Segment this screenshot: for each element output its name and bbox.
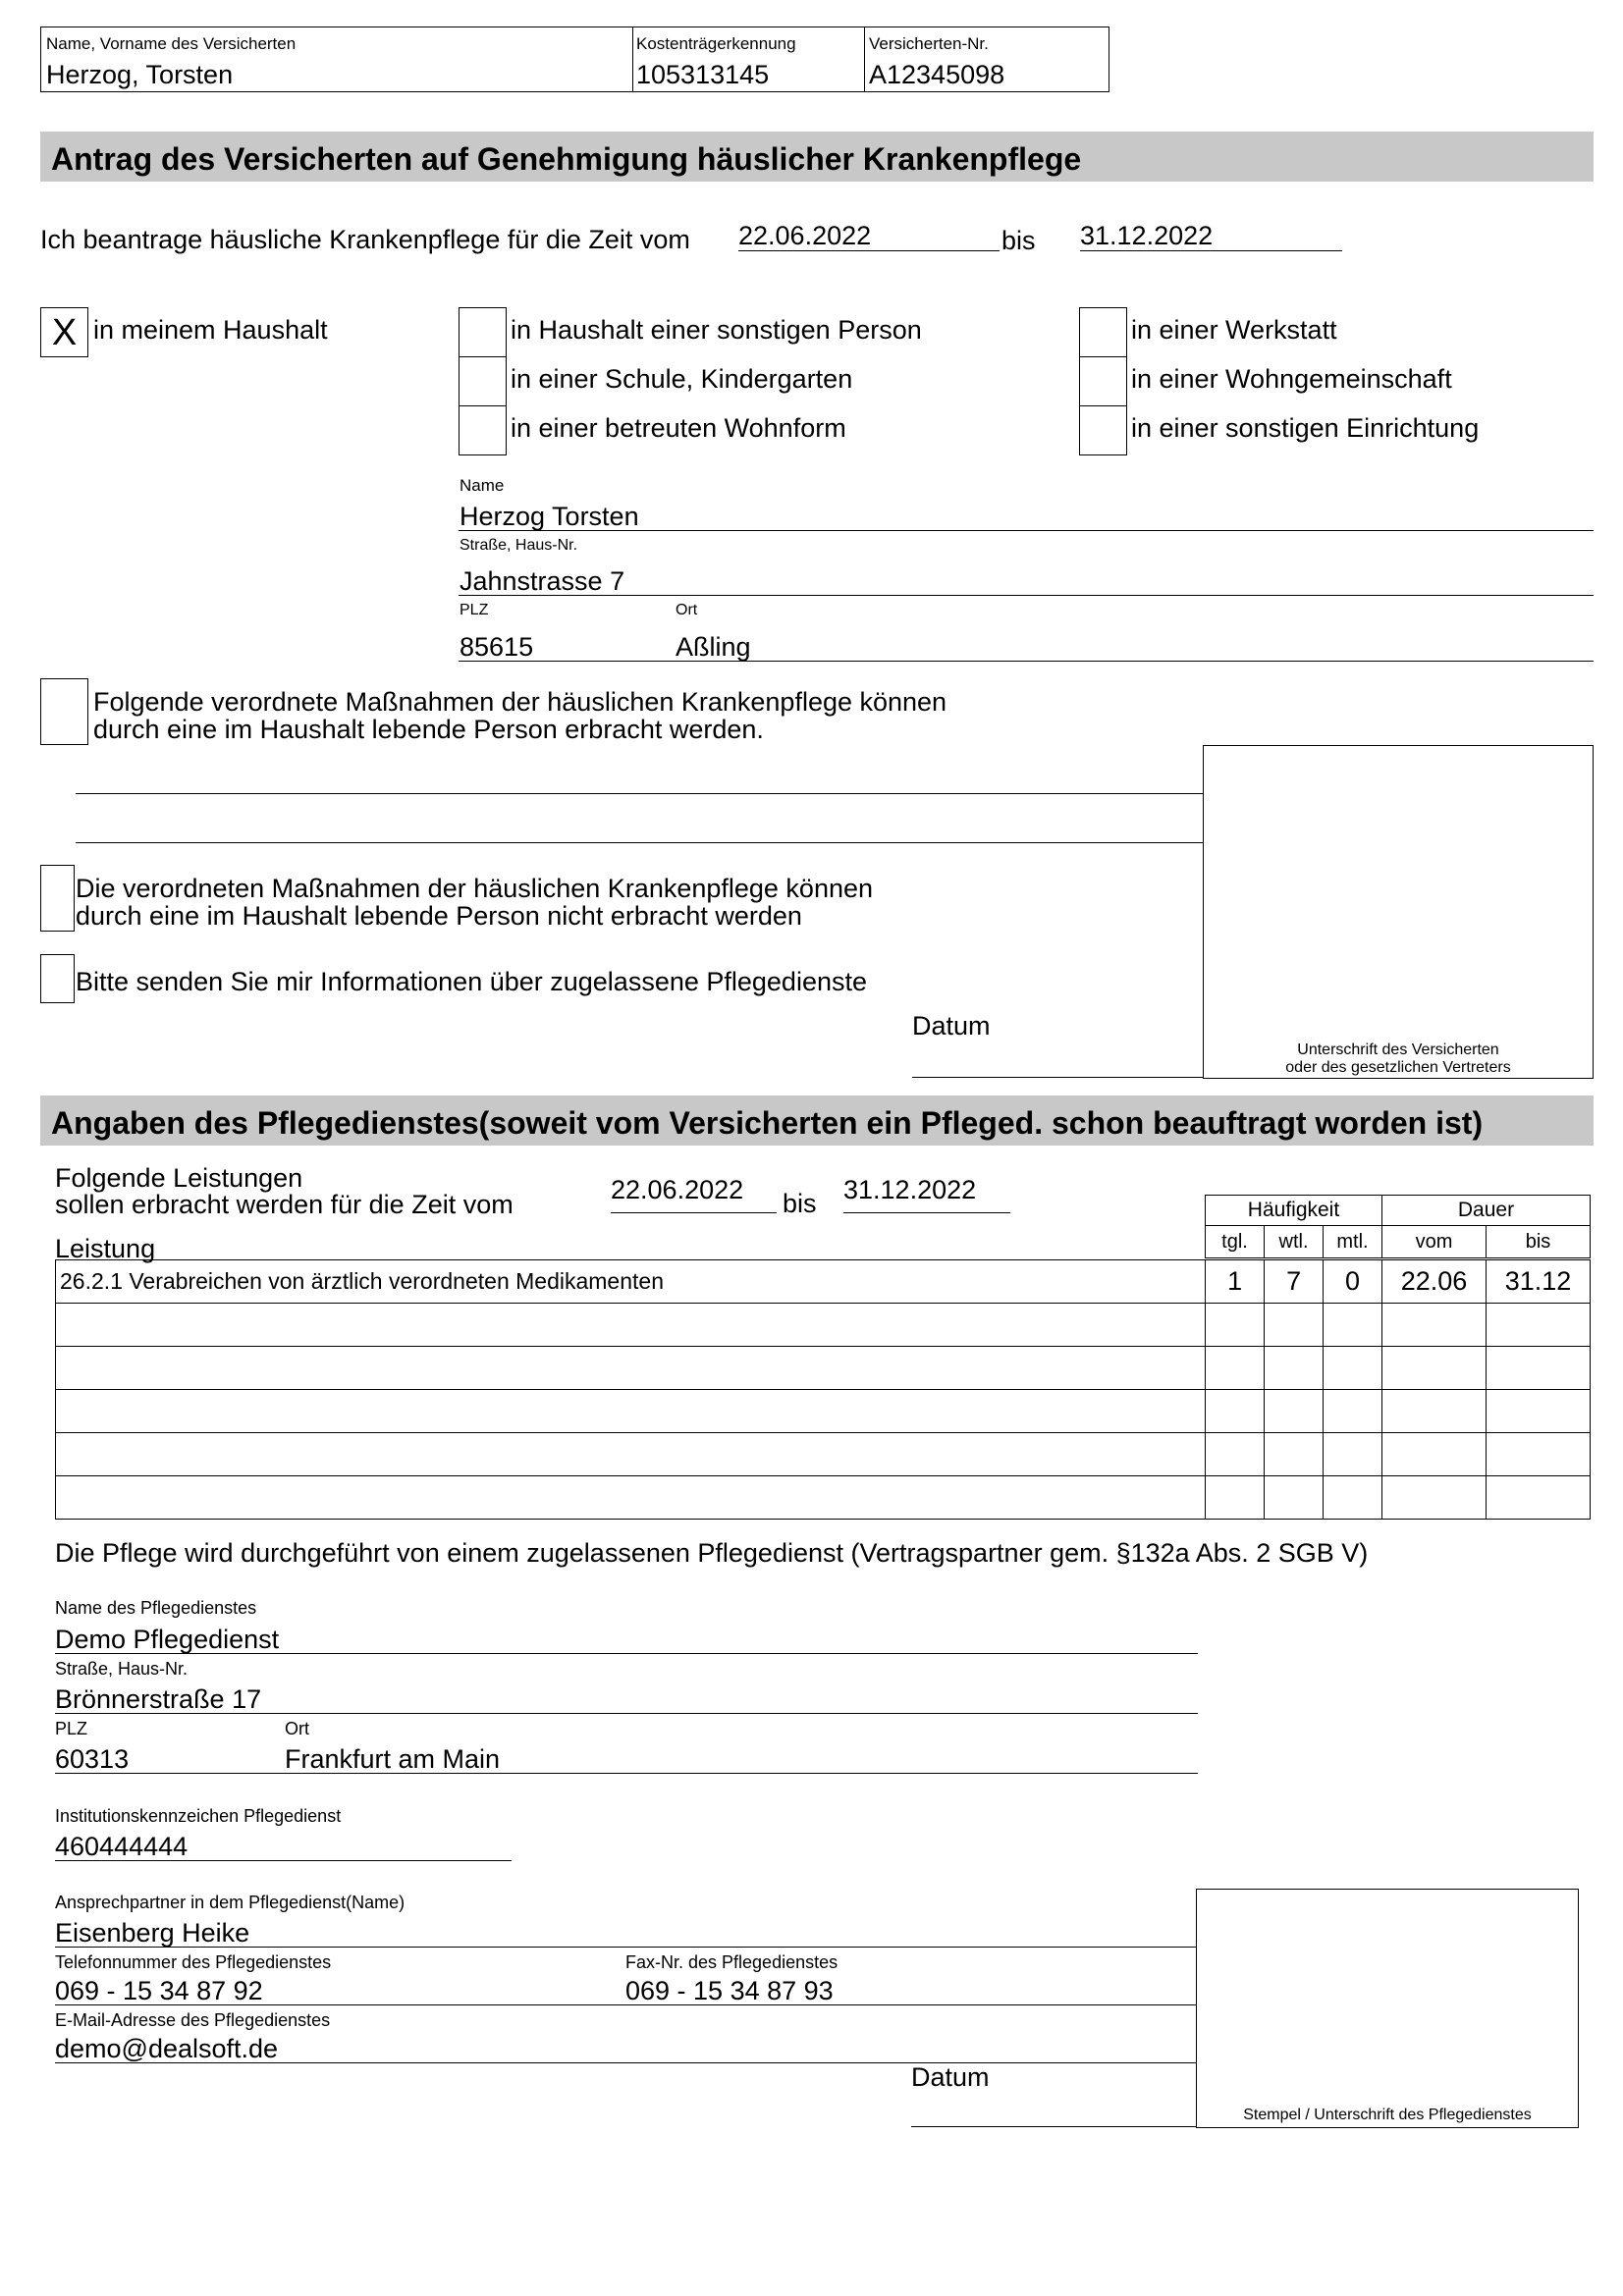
id-divider-2: [864, 27, 865, 92]
table-row: [56, 1433, 1591, 1476]
services-from-line: [611, 1212, 777, 1213]
label-school: in einer Schule, Kindergarten: [511, 364, 853, 394]
service-name-line: [55, 1653, 1198, 1654]
contract-partner-text: Die Pflege wird durchgeführt von einem zugelassenen Pflegedienst (Vertragspartner gem. §132a Abs. 2 SGB V): [55, 1538, 1369, 1568]
cell-vom[interactable]: [1382, 1304, 1487, 1347]
checkbox-measures-by-household[interactable]: [40, 678, 88, 745]
service-plz-line: [55, 1773, 1198, 1774]
service-email-value[interactable]: demo@dealsoft.de: [55, 2034, 279, 2063]
section-title-application: Antrag des Versicherten auf Genehmigung häuslicher Krankenpflege: [51, 141, 1082, 177]
checkbox-school[interactable]: [459, 356, 507, 406]
address-plz-value[interactable]: 85615: [460, 632, 534, 662]
services-text-line1: Folgende Leistungen: [55, 1163, 303, 1193]
service-street-label: Straße, Haus-Nr.: [55, 1659, 189, 1679]
header-duration: Dauer: [1382, 1196, 1591, 1226]
service-street-line: [55, 1713, 1198, 1714]
service-stamp-caption: Stempel / Unterschrift des Pflegedienstes: [1243, 2107, 1532, 2123]
insured-date-line: [912, 1077, 1203, 1078]
cell-vom[interactable]: [1382, 1433, 1487, 1476]
cell-leistung[interactable]: [56, 1476, 1206, 1520]
service-contact-label: Ansprechpartner in dem Pflegedienst(Name): [55, 1893, 406, 1912]
header-bis: bis: [1487, 1226, 1591, 1258]
address-ort-value[interactable]: Aßling: [676, 632, 751, 662]
cell-tgl[interactable]: [1206, 1476, 1265, 1520]
checkbox-assisted-living[interactable]: [459, 405, 507, 455]
cell-bis[interactable]: [1486, 1476, 1590, 1520]
cell-mtl[interactable]: [1324, 1476, 1382, 1520]
service-date-line: [911, 2126, 1196, 2127]
table-header-leistung: Leistung: [55, 1234, 156, 1263]
service-ik-line: [55, 1860, 512, 1861]
insured-signature-caption-1: Unterschrift des Versicherten: [1297, 1041, 1499, 1058]
cell-wtl[interactable]: 7: [1265, 1260, 1324, 1304]
services-table: [55, 1259, 1591, 1520]
request-period-text: Ich beantrage häusliche Krankenpflege für die Zeit vom: [40, 225, 690, 254]
cell-wtl[interactable]: [1265, 1347, 1324, 1390]
insured-date-label: Datum: [912, 1011, 991, 1041]
address-ort-label: Ort: [676, 602, 698, 618]
address-name-line: [459, 530, 1594, 531]
label-assisted-living: in einer betreuten Wohnform: [511, 413, 846, 443]
cell-leistung[interactable]: [56, 1433, 1206, 1476]
service-ort-value[interactable]: Frankfurt am Main: [285, 1744, 501, 1774]
service-ik-label: Institutionskennzeichen Pflegedienst: [55, 1806, 342, 1826]
period-from-line: [738, 250, 1000, 251]
measures-can-line2: durch eine im Haushalt lebende Person erbracht werden.: [93, 715, 764, 744]
service-ik-value[interactable]: 460444444: [55, 1832, 189, 1861]
header-frequency: Häufigkeit: [1206, 1196, 1382, 1226]
table-row: [56, 1476, 1591, 1520]
cost-carrier-label: Kostenträgerkennung: [636, 34, 796, 53]
info-request-label: Bitte senden Sie mir Informationen über zugelassene Pflegedienste: [76, 967, 867, 996]
service-fax-value[interactable]: 069 - 15 34 87 93: [625, 1976, 834, 2005]
table-row: [56, 1304, 1591, 1347]
service-plz-label: PLZ: [55, 1719, 88, 1738]
service-date-label: Datum: [911, 2062, 990, 2092]
insurance-number-label: Versicherten-Nr.: [869, 34, 989, 53]
measures-entry-line-1: [76, 793, 1203, 794]
cell-wtl[interactable]: [1265, 1390, 1324, 1433]
header-tgl: tgl.: [1206, 1226, 1265, 1258]
services-text-line2: sollen erbracht werden für die Zeit vom: [55, 1190, 514, 1219]
period-bis-label: bis: [1001, 226, 1036, 255]
cell-leistung[interactable]: 26.2.1 Verabreichen von ärztlich verordneten Medikamenten: [56, 1260, 1206, 1304]
cell-mtl[interactable]: [1324, 1433, 1382, 1476]
cell-vom[interactable]: 22.06: [1382, 1260, 1487, 1304]
address-street-line: [459, 595, 1594, 596]
cell-leistung[interactable]: [56, 1304, 1206, 1347]
cell-wtl[interactable]: [1265, 1476, 1324, 1520]
cost-carrier-value[interactable]: 105313145: [636, 60, 770, 89]
service-email-line: [55, 2062, 1198, 2063]
label-other-facility: in einer sonstigen Einrichtung: [1131, 413, 1480, 443]
measures-entry-line-2: [76, 842, 1203, 843]
label-shared-flat: in einer Wohngemeinschaft: [1131, 364, 1452, 394]
checkbox-other-facility[interactable]: [1079, 405, 1127, 455]
measures-cannot-line2: durch eine im Haushalt lebende Person nicht erbracht werden: [76, 901, 802, 931]
service-phone-line: [55, 2004, 1198, 2005]
header-vom: vom: [1382, 1226, 1487, 1258]
id-divider-1: [632, 27, 633, 92]
insured-signature-box[interactable]: [1203, 745, 1594, 1079]
service-street-value[interactable]: Brönnerstraße 17: [55, 1684, 262, 1714]
service-contact-line: [55, 1947, 1198, 1948]
service-stamp-box[interactable]: [1196, 1889, 1579, 2128]
checkbox-workshop[interactable]: [1079, 307, 1127, 357]
insured-name-value[interactable]: Herzog, Torsten: [46, 60, 234, 89]
cell-mtl[interactable]: [1324, 1304, 1382, 1347]
label-own-household: in meinem Haushalt: [93, 315, 328, 345]
checkbox-other-person-household[interactable]: [459, 307, 507, 357]
cell-vom[interactable]: [1382, 1347, 1487, 1390]
cell-bis[interactable]: [1486, 1304, 1590, 1347]
period-to-line: [1080, 250, 1342, 251]
table-row: [56, 1260, 1591, 1304]
service-plz-value[interactable]: 60313: [55, 1744, 130, 1774]
service-fax-label: Fax-Nr. des Pflegedienstes: [625, 1952, 839, 1972]
period-from-value[interactable]: 22.06.2022: [738, 221, 872, 250]
service-phone-value[interactable]: 069 - 15 34 87 92: [55, 1976, 263, 2005]
cell-vom[interactable]: [1382, 1390, 1487, 1433]
cell-tgl[interactable]: [1206, 1347, 1265, 1390]
section-title-care-service: Angaben des Pflegedienstes(soweit vom Versicherten ein Pfleged. schon beauftragt worden ist): [51, 1105, 1484, 1141]
insured-name-label: Name, Vorname des Versicherten: [46, 34, 297, 53]
checkbox-info-request[interactable]: [40, 954, 75, 1003]
service-phone-label: Telefonnummer des Pflegedienstes: [55, 1952, 332, 1972]
section-header-application: [40, 132, 1594, 182]
cell-leistung[interactable]: [56, 1390, 1206, 1433]
insured-signature-caption-2: oder des gesetzlichen Vertreters: [1285, 1059, 1511, 1076]
services-to-line: [843, 1212, 1010, 1213]
cell-tgl[interactable]: [1206, 1304, 1265, 1347]
label-other-person-household: in Haushalt einer sonstigen Person: [511, 315, 922, 345]
service-name-label: Name des Pflegedienstes: [55, 1598, 257, 1618]
address-name-value[interactable]: Herzog Torsten: [460, 502, 639, 531]
services-bis-label: bis: [783, 1189, 817, 1218]
measures-can-line1: Folgende verordnete Maßnahmen der häuslichen Krankenpflege können: [93, 687, 947, 717]
cell-leistung[interactable]: [56, 1347, 1206, 1390]
cell-bis[interactable]: [1486, 1390, 1590, 1433]
address-plz-label: PLZ: [460, 602, 489, 618]
cell-mtl[interactable]: [1324, 1390, 1382, 1433]
insurance-number-value[interactable]: A12345098: [869, 60, 1005, 89]
cell-wtl[interactable]: [1265, 1433, 1324, 1476]
cell-tgl[interactable]: 1: [1206, 1260, 1265, 1304]
header-wtl: wtl.: [1265, 1226, 1324, 1258]
header-mtl: mtl.: [1324, 1226, 1382, 1258]
address-street-value[interactable]: Jahnstrasse 7: [460, 566, 625, 596]
cell-tgl[interactable]: [1206, 1433, 1265, 1476]
section-header-care-service: [40, 1095, 1594, 1146]
table-row: [56, 1390, 1591, 1433]
checkbox-measures-not-by-household[interactable]: [40, 865, 75, 932]
cell-bis[interactable]: [1486, 1433, 1590, 1476]
table-row: [56, 1347, 1591, 1390]
address-plz-line: [459, 661, 1594, 662]
cell-mtl[interactable]: [1324, 1347, 1382, 1390]
period-to-value[interactable]: 31.12.2022: [1080, 221, 1214, 250]
label-workshop: in einer Werkstatt: [1131, 315, 1337, 345]
address-street-label: Straße, Haus-Nr.: [460, 537, 578, 554]
cell-mtl[interactable]: 0: [1324, 1260, 1382, 1304]
cell-wtl[interactable]: [1265, 1304, 1324, 1347]
service-email-label: E-Mail-Adresse des Pflegedienstes: [55, 2010, 331, 2030]
address-name-label: Name: [460, 476, 505, 495]
checkbox-shared-flat[interactable]: [1079, 356, 1127, 406]
service-ort-label: Ort: [285, 1719, 309, 1738]
cell-vom[interactable]: [1382, 1476, 1487, 1520]
services-to-value[interactable]: 31.12.2022: [843, 1175, 977, 1204]
measures-cannot-line1: Die verordneten Maßnahmen der häuslichen Krankenpflege können: [76, 874, 874, 903]
cell-bis[interactable]: 31.12: [1486, 1260, 1590, 1304]
cell-bis[interactable]: [1486, 1347, 1590, 1390]
checkbox-own-household[interactable]: X: [40, 307, 88, 357]
service-contact-value[interactable]: Eisenberg Heike: [55, 1918, 250, 1948]
cell-tgl[interactable]: [1206, 1390, 1265, 1433]
service-name-value[interactable]: Demo Pflegedienst: [55, 1625, 280, 1654]
services-from-value[interactable]: 22.06.2022: [611, 1175, 744, 1204]
services-table-header-right: [1205, 1195, 1591, 1258]
